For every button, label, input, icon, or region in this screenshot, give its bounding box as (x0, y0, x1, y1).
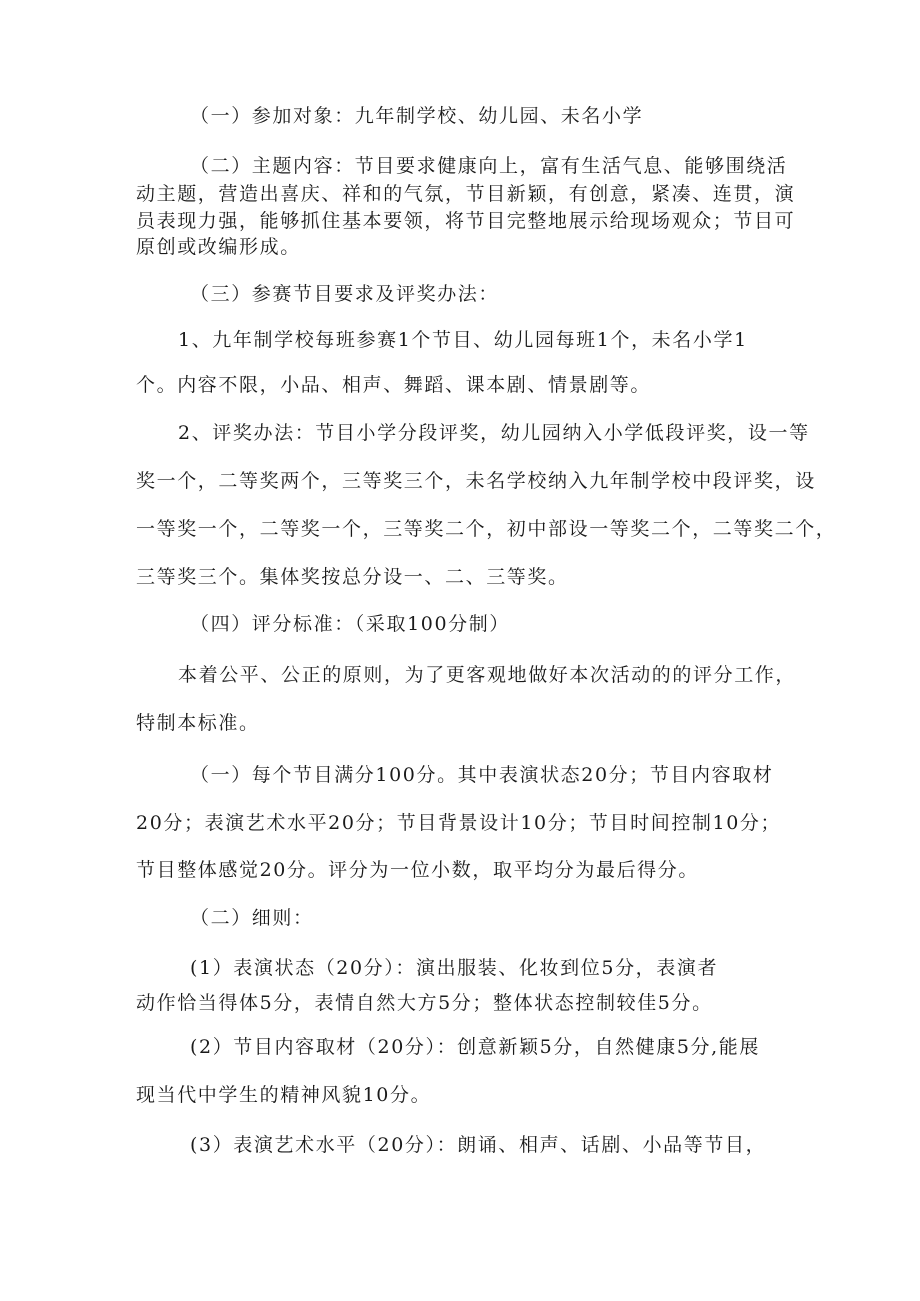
text-line-details: （二）细则： (190, 907, 314, 929)
text-line-rule-1b: 个。内容不限，小品、相声、舞蹈、课本剧、情景剧等。 (136, 374, 652, 396)
text-line-theme-1: （二）主题内容：节目要求健康向上，富有生活气息、能够围绕活 (190, 155, 788, 177)
text-line-principle-1: 本着公平、公正的原则，为了更客观地做好本次活动的的评分工作， (178, 664, 797, 686)
text-line-detail-2b: 现当代中学生的精神风貌10分。 (136, 1084, 432, 1106)
text-line-section-four: （四）评分标准：（采取100分制） (190, 613, 510, 635)
text-line-score-2: 20分；表演艺术水平20分；节目背景设计10分；节目时间控制10分； (136, 812, 782, 834)
text-line-score-3: 节目整体感觉20分。评分为一位小数，取平均分为最后得分。 (136, 859, 699, 881)
text-line-rule-1a: 1、九年制学校每班参赛1个节目、幼儿园每班1个，未名小学1 (178, 329, 748, 351)
text-line-theme-3: 员表现力强，能够抓住基本要领，将节目完整地展示给现场观众；节目可 (136, 210, 796, 232)
text-line-detail-2a: (2）节目内容取材（20分）：创意新颖5分，自然健康5分,能展 (190, 1036, 760, 1058)
text-line-rule-2b: 奖一个，二等奖两个，三等奖三个，未名学校纳入九年制学校中段评奖，设 (136, 470, 816, 492)
text-line-participants: （一）参加对象：九年制学校、幼儿园、未名小学 (190, 105, 644, 127)
text-line-rule-2c: 一等奖一个，二等奖一个，三等奖二个，初中部设一等奖二个，二等奖二个， (136, 518, 837, 540)
text-line-theme-4: 原创或改编形成。 (136, 236, 301, 258)
text-line-theme-2: 动主题，营造出喜庆、祥和的气氛，节目新颖，有创意，紧凑、连贯，演 (136, 183, 796, 205)
text-line-section-three: （三）参赛节目要求及评奖办法： (190, 283, 500, 305)
text-line-rule-2a: 2、评奖办法：节目小学分段评奖，幼儿园纳入小学低段评奖，设一等 (178, 422, 810, 444)
text-line-rule-2d: 三等奖三个。集体奖按总分设一、二、三等奖。 (136, 566, 569, 588)
text-line-detail-1b: 动作恰当得体5分，表情自然大方5分；整体状态控制较佳5分。 (136, 992, 713, 1014)
text-line-principle-2: 特制本标准。 (136, 712, 260, 734)
text-line-score-1: （一）每个节目满分100分。其中表演状态20分；节目内容取材 (190, 764, 774, 786)
text-line-detail-3a: (3）表演艺术水平（20分）：朗诵、相声、话剧、小品等节目， (190, 1134, 767, 1156)
text-line-detail-1a: (1）表演状态（20分）：演出服装、化妆到位5分，表演者 (190, 957, 719, 979)
